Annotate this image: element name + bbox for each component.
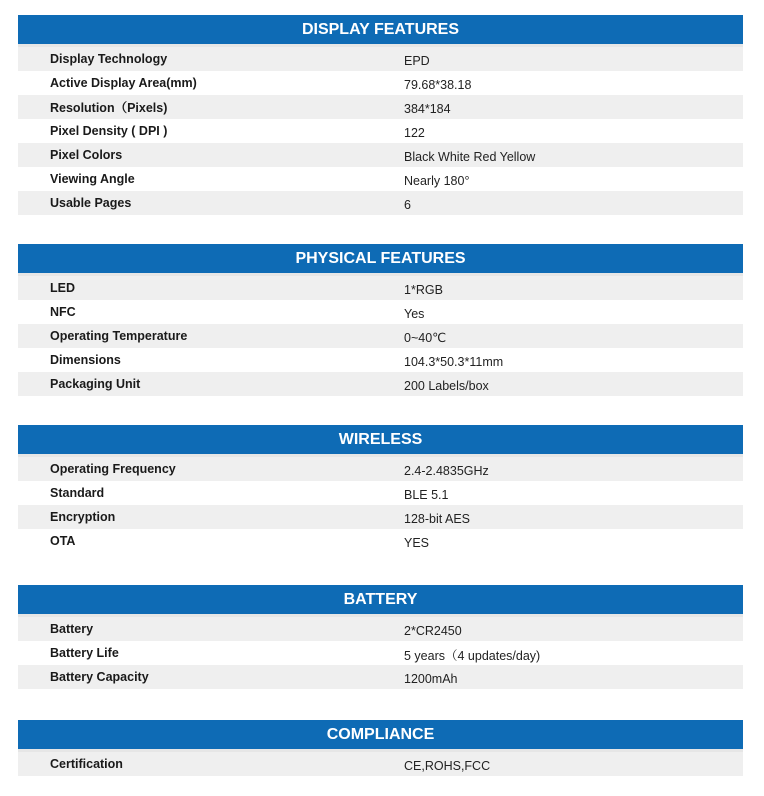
- spec-label: Certification: [50, 757, 123, 771]
- spec-label: Display Technology: [50, 52, 168, 66]
- table-row: [18, 95, 743, 119]
- table-row: [18, 529, 743, 553]
- section-title: COMPLIANCE: [18, 720, 743, 752]
- table-row: [18, 119, 743, 143]
- spec-value: 122: [404, 125, 425, 140]
- spec-value: 5 years（4 updates/day): [404, 648, 541, 663]
- table-row: [18, 481, 743, 505]
- table-row: [18, 372, 743, 396]
- section-title: WIRELESS: [18, 425, 743, 457]
- spec-label: Standard: [50, 486, 105, 500]
- spec-value: Nearly 180°: [404, 173, 470, 188]
- spec-value: 0~40℃: [404, 331, 447, 345]
- spec-label: Pixel Density ( DPI ): [50, 124, 168, 138]
- table-row: [18, 617, 743, 641]
- table-row: [18, 143, 743, 167]
- section-title: DISPLAY FEATURES: [18, 15, 743, 47]
- section-physical-features: [18, 244, 743, 396]
- spec-value: 2.4-2.4835GHz: [404, 463, 489, 478]
- spec-value: 1*RGB: [404, 282, 443, 297]
- table-row: [18, 457, 743, 481]
- spec-table: [18, 47, 743, 215]
- spec-value: 200 Labels/box: [404, 378, 489, 393]
- table-row: [18, 348, 743, 372]
- spec-label: Battery Capacity: [50, 670, 149, 684]
- section-title: BATTERY: [18, 585, 743, 617]
- spec-table: [18, 276, 743, 396]
- spec-label: OTA: [50, 534, 76, 548]
- spec-table: [18, 617, 743, 689]
- spec-label: Usable Pages: [50, 196, 132, 210]
- spec-value: BLE 5.1: [404, 487, 449, 502]
- section-battery: [18, 585, 743, 689]
- spec-label: Operating Frequency: [50, 462, 176, 476]
- spec-value: 1200mAh: [404, 671, 458, 686]
- spec-table: [18, 752, 743, 776]
- spec-value: 6: [404, 197, 411, 212]
- spec-value: YES: [404, 535, 430, 550]
- table-row: [18, 324, 743, 348]
- spec-value: 79.68*38.18: [404, 77, 472, 92]
- table-row: [18, 47, 743, 71]
- section-wireless: [18, 425, 743, 553]
- section-display-features: [18, 15, 743, 215]
- spec-value: 104.3*50.3*11mm: [404, 354, 504, 369]
- spec-label: Pixel Colors: [50, 148, 123, 162]
- table-row: [18, 665, 743, 689]
- spec-label: Dimensions: [50, 353, 121, 367]
- spec-table: [18, 457, 743, 553]
- spec-label: LED: [50, 281, 75, 295]
- spec-label: Active Display Area(mm): [50, 76, 197, 90]
- section-title: PHYSICAL FEATURES: [18, 244, 743, 276]
- spec-value: Yes: [404, 306, 425, 321]
- spec-label: Encryption: [50, 510, 116, 524]
- table-row: [18, 167, 743, 191]
- spec-label: Resolution（Pixels): [50, 101, 168, 115]
- section-compliance: [18, 720, 743, 776]
- table-row: [18, 191, 743, 215]
- spec-value: 2*CR2450: [404, 623, 462, 638]
- spec-value: Black White Red Yellow: [404, 149, 536, 164]
- spec-value: EPD: [404, 53, 430, 68]
- table-row: [18, 752, 743, 776]
- spec-value: CE,ROHS,FCC: [404, 758, 491, 773]
- spec-value: 384*184: [404, 101, 451, 116]
- spec-label: Battery: [50, 622, 94, 636]
- spec-label: Packaging Unit: [50, 377, 141, 391]
- table-row: [18, 276, 743, 300]
- table-row: [18, 300, 743, 324]
- spec-label: Operating Temperature: [50, 329, 188, 343]
- spec-label: Battery Life: [50, 646, 119, 660]
- table-row: [18, 505, 743, 529]
- spec-value: 128-bit AES: [404, 511, 471, 526]
- table-row: [18, 71, 743, 95]
- spec-label: Viewing Angle: [50, 172, 135, 186]
- spec-label: NFC: [50, 305, 76, 319]
- table-row: [18, 641, 743, 665]
